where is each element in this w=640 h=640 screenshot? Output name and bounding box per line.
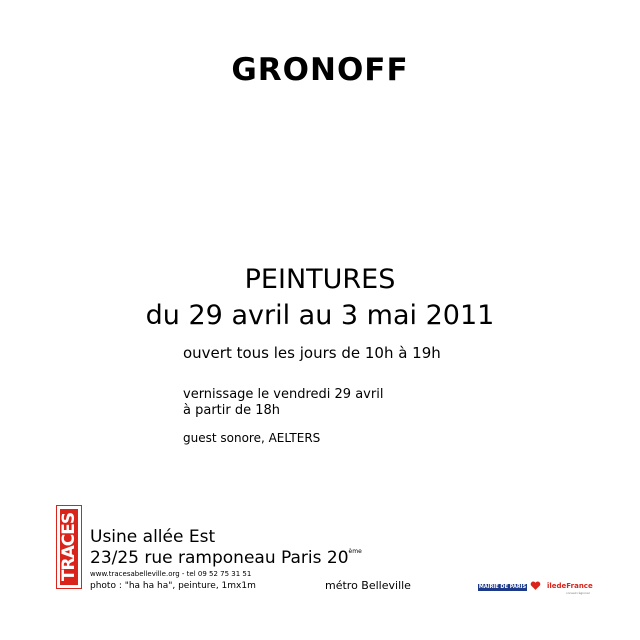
photo-credit: photo : "ha ha ha", peinture, 1mx1m bbox=[90, 581, 256, 591]
vernissage-time: à partir de 18h bbox=[183, 403, 281, 418]
exhibition-heading: PEINTURES bbox=[244, 264, 396, 295]
opening-hours: ouvert tous les jours de 10h à 19h bbox=[183, 344, 441, 362]
vernissage-date: vernissage le vendredi 29 avril bbox=[183, 387, 384, 402]
metro-station: métro Belleville bbox=[325, 579, 411, 592]
artist-name: GRONOFF bbox=[231, 52, 409, 88]
mairie-de-paris-logo: MAIRIE DE PARIS bbox=[478, 584, 527, 590]
heart-icon bbox=[530, 580, 541, 591]
traces-logo-text: TRACES bbox=[59, 512, 79, 582]
contact-info: www.tracesabelleville.org - tel 09 52 75 31 51 bbox=[90, 570, 252, 578]
address-suffix: ème bbox=[348, 548, 362, 555]
address-text: 23/25 rue ramponeau Paris 20 bbox=[90, 548, 349, 568]
venue-address bbox=[90, 548, 362, 568]
ile-de-france-subtitle: conseil régional bbox=[566, 591, 590, 595]
exhibition-dates: du 29 avril au 3 mai 2011 bbox=[145, 300, 495, 331]
ile-de-france-logo: îledeFrance bbox=[547, 582, 593, 590]
venue-name: Usine allée Est bbox=[90, 527, 216, 547]
guest-sound: guest sonore, AELTERS bbox=[183, 431, 321, 445]
traces-logo bbox=[56, 505, 82, 589]
